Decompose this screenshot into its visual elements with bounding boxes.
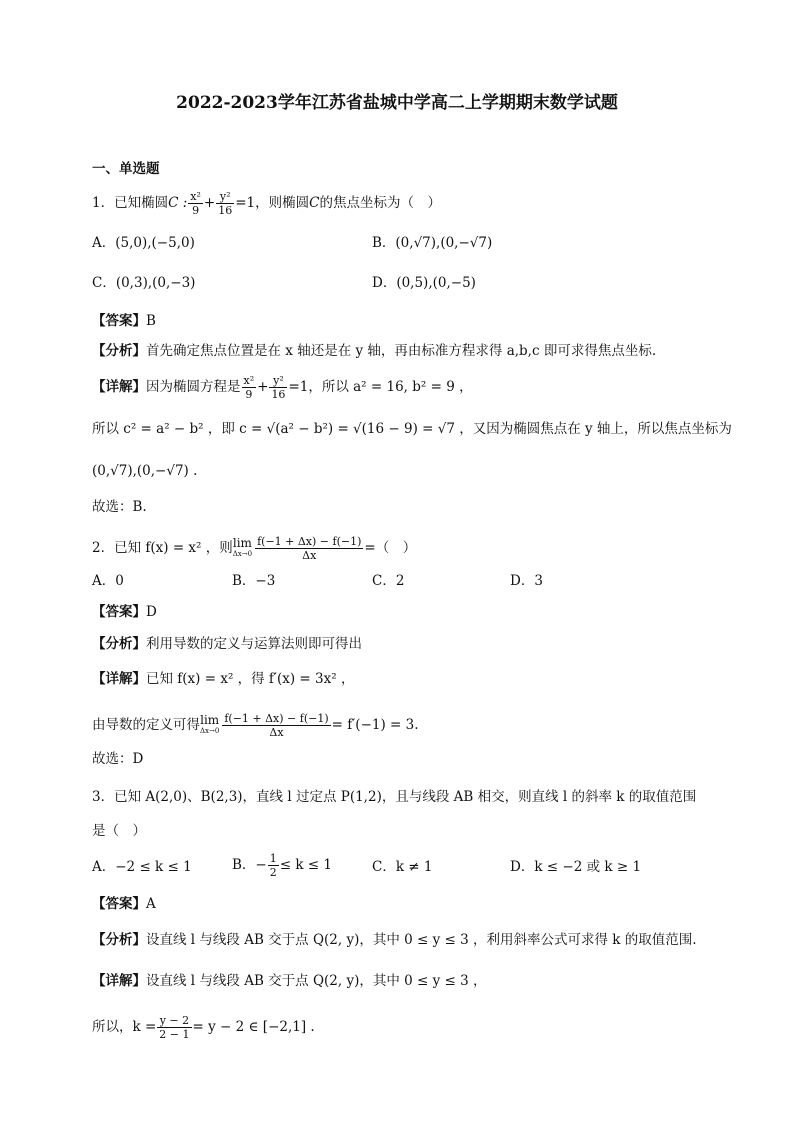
q3-option-b-pre: B．−	[232, 857, 267, 873]
q3-analysis	[92, 931, 697, 949]
q1-detail-2: 所以 c² = a² − b² ，即 c = √(a² − b²) = √(16 − 9) = √7 ，又因为椭圆焦点在 y 轴上，所以焦点坐标为	[92, 421, 732, 437]
q2-option-b: B．−3	[232, 573, 276, 589]
answer-value: B	[146, 313, 156, 329]
q1-detail-3: (0,√7),(0,−√7) .	[92, 463, 198, 479]
detail-text: 因为椭圆方程是	[146, 379, 241, 395]
q1-ellipse-name: C :	[168, 195, 188, 211]
lim-sub: Δx→0	[200, 726, 220, 735]
q2-option-c: C．2	[372, 573, 405, 589]
q2-detail-1	[92, 670, 354, 688]
q2-detail-lim	[200, 712, 220, 737]
answer-value: A	[146, 896, 156, 912]
q1-detail-frac-y-num: y²	[269, 374, 287, 388]
q2-detail-frac-den: Δx	[269, 726, 284, 739]
q2-detail-2	[92, 712, 419, 739]
q1-stem	[92, 190, 441, 217]
q2-detail-frac-num: f(−1 + Δx) − f(−1)	[224, 712, 329, 725]
answer-label: 【答案】	[92, 313, 146, 329]
detail-label: 【详解】	[92, 379, 146, 395]
q2-analysis	[92, 635, 362, 653]
q1-frac-x-num: x²	[190, 190, 201, 203]
q1-option-a: A．(5,0),(−5,0)	[92, 235, 195, 251]
q1-detail-1	[92, 374, 473, 401]
detail-text-2: = f′(−1) = 3.	[331, 717, 419, 733]
q1-frac-x	[188, 190, 203, 217]
q3-answer	[92, 895, 156, 913]
q1-frac-y-den: 16	[218, 204, 233, 217]
q3-detail-frac	[157, 1014, 191, 1041]
q3-stem-2: 是（ ）	[92, 823, 146, 839]
detail-text: 由导数的定义可得	[92, 717, 200, 733]
q1-plus: +	[203, 195, 216, 211]
q1-answer	[92, 312, 156, 330]
q1-stem-pre: 1．已知椭圆	[92, 195, 169, 211]
detail-label: 【详解】	[92, 671, 146, 687]
detail-label: 【详解】	[92, 973, 146, 989]
answer-value: D	[146, 604, 157, 620]
q3-detail-2	[92, 1014, 315, 1041]
lim-text: lim	[200, 712, 220, 727]
page-title: 2022-2023学年江苏省盐城中学高二上学期期末数学试题	[176, 93, 618, 113]
q3-option-c: C．k ≠ 1	[372, 859, 433, 875]
q1-option-d: D．(0,5),(0,−5)	[372, 275, 476, 291]
detail-text-2: = y − 2 ∈ [−2,1] .	[192, 1019, 315, 1035]
q1-ellipse-name-2: C	[309, 195, 320, 211]
q3-detail-frac-num: y − 2	[157, 1014, 191, 1028]
detail-text: 已知 f(x) = x² ，得 f′(x) = 3x² ，	[146, 671, 355, 687]
q1-detail-frac-y-den: 16	[271, 388, 286, 401]
q3-option-a: A．−2 ≤ k ≤ 1	[92, 859, 192, 875]
analysis-label: 【分析】	[92, 343, 146, 359]
q2-detail-frac	[222, 712, 330, 739]
answer-label: 【答案】	[92, 896, 146, 912]
q1-detail-frac-y	[269, 374, 287, 401]
q1-stem-post: ，则椭圆	[255, 195, 310, 211]
q3-stem-1: 3．已知 A(2,0)、B(2,3)，直线 l 过定点 P(1,2)，且与线段 AB 相交，则直线 l 的斜率 k 的取值范围	[92, 789, 697, 805]
q1-frac-y	[216, 190, 234, 217]
q2-option-a: A．0	[92, 573, 124, 589]
q2-stem-end: =（ ）	[364, 540, 417, 556]
q3-option-b-num: 1	[269, 852, 277, 865]
q2-frac	[255, 535, 363, 562]
lim-sub: Δx→0	[232, 549, 253, 558]
q2-stem-pre: 2．已知 f(x) = x² ，则	[92, 540, 233, 556]
analysis-label: 【分析】	[92, 932, 146, 948]
q1-detail-eq-one: =1	[288, 379, 309, 395]
q3-detail-frac-den: 2 − 1	[159, 1028, 190, 1041]
q3-option-b	[232, 852, 332, 879]
q1-stem-end: 的焦点坐标为（ ）	[319, 195, 441, 211]
q3-option-b-post: ≤ k ≤ 1	[279, 857, 333, 873]
q1-detail-frac-x	[242, 374, 257, 401]
q2-lim	[232, 535, 253, 560]
q1-detail-frac-x-den: 9	[245, 388, 253, 401]
q1-option-c: C．(0,3),(0,−3)	[92, 275, 196, 291]
q3-detail-1	[92, 972, 487, 990]
q1-analysis	[92, 342, 656, 360]
q1-detail-frac-x-num: x²	[243, 374, 255, 387]
q2-conclusion: 故选：D	[92, 751, 144, 767]
q2-frac-num: f(−1 + Δx) − f(−1)	[257, 535, 362, 548]
analysis-text: 首先确定焦点位置是在 x 轴还是在 y 轴，再由标准方程求得 a,b,c 即可求得焦点坐标.	[146, 343, 657, 359]
q1-eq-one: =1	[235, 195, 256, 211]
detail-text: 所以，k =	[92, 1019, 157, 1035]
q1-frac-y-num: y²	[216, 190, 234, 204]
q2-option-d: D．3	[510, 573, 543, 589]
detail-text-2: ，所以 a² = 16, b² = 9 ，	[308, 379, 473, 395]
q3-option-b-den: 2	[269, 866, 277, 879]
q2-stem	[92, 535, 416, 562]
analysis-text: 设直线 l 与线段 AB 交于点 Q(2, y)，其中 0 ≤ y ≤ 3 ，利用斜率公式可求得 k 的取值范围.	[146, 932, 697, 948]
q2-answer	[92, 603, 157, 621]
q1-conclusion: 故选：B.	[92, 499, 147, 515]
q3-option-b-frac	[268, 852, 279, 879]
q2-frac-den: Δx	[302, 549, 317, 562]
analysis-label: 【分析】	[92, 636, 146, 652]
lim-text: lim	[232, 535, 252, 550]
q3-option-d: D．k ≤ −2 或 k ≥ 1	[510, 859, 642, 875]
q1-frac-x-den: 9	[192, 204, 200, 217]
q1-detail-plus: +	[257, 379, 269, 395]
detail-text: 设直线 l 与线段 AB 交于点 Q(2, y)，其中 0 ≤ y ≤ 3 ，	[146, 973, 487, 989]
answer-label: 【答案】	[92, 604, 146, 620]
q1-option-b: B．(0,√7),(0,−√7)	[372, 235, 493, 251]
section-heading: 一、单选题	[92, 161, 160, 177]
analysis-text: 利用导数的定义与运算法则即可得出	[146, 636, 362, 652]
